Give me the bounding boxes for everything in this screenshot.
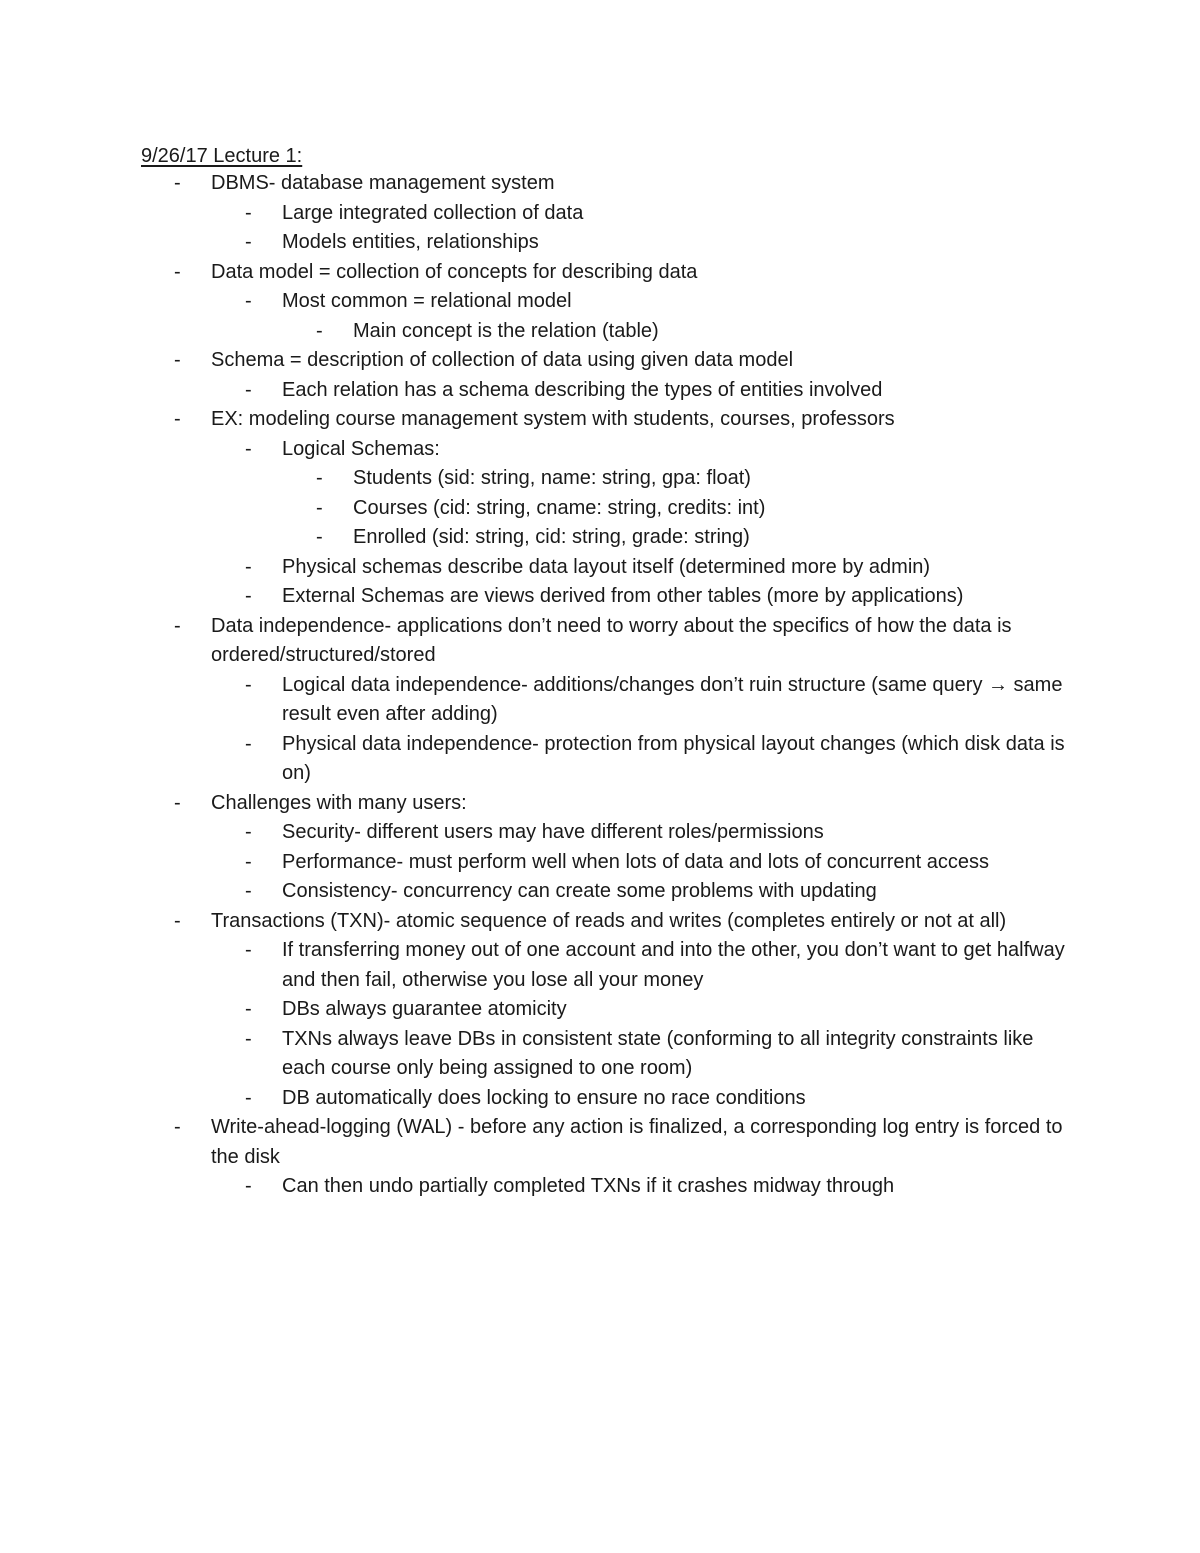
- list-item: [0, 1172, 1200, 1202]
- bullet-dash: -: [245, 1175, 252, 1197]
- list-item-text: DBMS- database management system: [211, 172, 555, 194]
- list-item: [0, 730, 1200, 789]
- list-item: [0, 582, 1200, 612]
- bullet-dash: -: [245, 378, 252, 401]
- list-item-text: External Schemas are views derived from other tables (more by applications): [282, 585, 964, 607]
- list-item: [0, 317, 1200, 347]
- bullet-dash: -: [316, 319, 323, 342]
- list-item: [0, 523, 1200, 553]
- list-item: [0, 346, 1200, 376]
- bullet-dash: -: [174, 791, 181, 814]
- list-item-text: Main concept is the relation (table): [353, 319, 659, 342]
- bullet-dash: -: [245, 1086, 252, 1109]
- list-item: [0, 907, 1200, 937]
- bullet-dash: -: [245, 555, 252, 578]
- bullet-dash: -: [174, 408, 181, 430]
- list-item-text: Each relation has a schema describing the types of entities involved: [282, 378, 883, 401]
- list-item-text: DB automatically does locking to ensure no race conditions: [282, 1086, 806, 1109]
- list-item-text: Security- different users may have different roles/permissions: [282, 821, 824, 843]
- list-item-text: Performance- must perform well when lots of data and lots of concurrent access: [282, 850, 989, 873]
- list-item-text: Data model = collection of concepts for describing data: [211, 260, 698, 283]
- bullet-dash: -: [174, 1116, 181, 1138]
- list-item-text: Can then undo partially completed TXNs if it crashes midway through: [282, 1175, 895, 1197]
- list-item-text: Enrolled (sid: string, cid: string, grade: string): [353, 526, 750, 548]
- bullet-dash: -: [174, 909, 181, 932]
- list-item-text: Challenges with many users:: [211, 791, 467, 814]
- list-item-text: Models entities, relationships: [282, 231, 539, 253]
- list-item: [0, 995, 1200, 1025]
- list-item-text: Large integrated collection of data: [282, 201, 584, 224]
- bullet-dash: -: [245, 998, 252, 1020]
- list-item: [0, 199, 1200, 229]
- list-item: [0, 936, 1200, 995]
- list-item: [0, 405, 1200, 435]
- bullet-dash: -: [174, 614, 181, 637]
- bullet-dash: -: [245, 732, 252, 755]
- list-item: [0, 1025, 1200, 1084]
- list-item-text: Logical data independence- additions/changes don’t ruin structure (same query → same result even after adding): [282, 673, 1063, 725]
- bullet-dash: -: [245, 821, 252, 843]
- list-item: [0, 376, 1200, 406]
- bullet-dash: -: [245, 437, 252, 460]
- list-item-text: Transactions (TXN)- atomic sequence of reads and writes (completes entirely or not at all): [211, 909, 1007, 932]
- notes-list: [0, 169, 1200, 1202]
- list-item: [0, 789, 1200, 819]
- list-item: [0, 287, 1200, 317]
- list-item: [0, 877, 1200, 907]
- bullet-dash: -: [316, 526, 323, 548]
- bullet-dash: -: [245, 585, 252, 607]
- list-item: [0, 435, 1200, 465]
- list-item: [0, 228, 1200, 258]
- list-item: [0, 169, 1200, 199]
- bullet-dash: -: [174, 349, 181, 371]
- bullet-dash: -: [245, 201, 252, 224]
- list-item-text: TXNs always leave DBs in consistent state (conforming to all integrity constraints like each course only being assigned to one room): [282, 1027, 1034, 1079]
- bullet-dash: -: [245, 673, 252, 696]
- list-item: [0, 1113, 1200, 1172]
- bullet-dash: -: [245, 290, 252, 312]
- bullet-dash: -: [174, 172, 181, 194]
- list-item-text: Data independence- applications don’t need to worry about the specifics of how the data is ordered/structured/stored: [211, 614, 1012, 666]
- list-item-text: EX: modeling course management system with students, courses, professors: [211, 408, 895, 430]
- list-item: [0, 848, 1200, 878]
- list-item: [0, 612, 1200, 671]
- list-item: [0, 553, 1200, 583]
- list-item-text: Write-ahead-logging (WAL) - before any action is finalized, a corresponding log entry is forced to the disk: [211, 1116, 1063, 1168]
- list-item-text: Courses (cid: string, cname: string, credits: int): [353, 496, 766, 519]
- bullet-dash: -: [174, 260, 181, 283]
- list-item: [0, 671, 1200, 730]
- bullet-dash: -: [245, 880, 252, 902]
- bullet-dash: -: [245, 1027, 252, 1050]
- list-item-text: Physical data independence- protection from physical layout changes (which disk data is on): [282, 732, 1065, 784]
- list-item: [0, 1084, 1200, 1114]
- list-item: [0, 464, 1200, 494]
- list-item-text: Logical Schemas:: [282, 437, 440, 460]
- list-item-text: If transferring money out of one account and into the other, you don’t want to get halfway and then fail, otherwise you lose all your money: [282, 939, 1065, 991]
- list-item: [0, 494, 1200, 524]
- list-item-text: Physical schemas describe data layout itself (determined more by admin): [282, 555, 931, 578]
- list-item-text: DBs always guarantee atomicity: [282, 998, 567, 1020]
- list-item-text: Consistency- concurrency can create some problems with updating: [282, 880, 877, 902]
- bullet-dash: -: [245, 231, 252, 253]
- bullet-dash: -: [316, 496, 323, 519]
- list-item: [0, 258, 1200, 288]
- bullet-dash: -: [245, 850, 252, 873]
- list-item-text: Students (sid: string, name: string, gpa: float): [353, 467, 751, 489]
- bullet-dash: -: [245, 939, 252, 961]
- list-item-text: Schema = description of collection of data using given data model: [211, 349, 794, 371]
- bullet-dash: -: [316, 467, 323, 489]
- list-item-text: Most common = relational model: [282, 290, 572, 312]
- list-item: [0, 818, 1200, 848]
- page-title: 9/26/17 Lecture 1:: [141, 145, 303, 167]
